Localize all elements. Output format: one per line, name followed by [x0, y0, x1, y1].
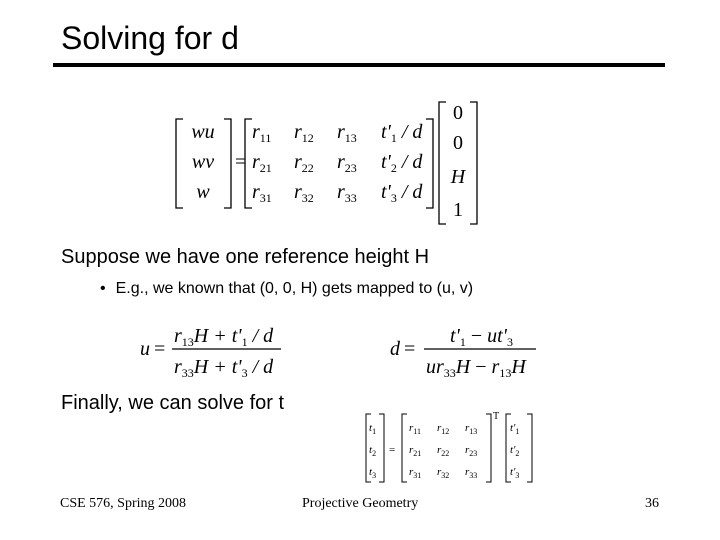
t-m-r31: $r_{31}$ — [409, 466, 422, 480]
m-r32: $r_{32}$ — [294, 181, 314, 205]
lhs-w: w — [196, 181, 210, 203]
d-lhs: d — [390, 338, 400, 360]
m-r33: $r_{33}$ — [337, 181, 357, 205]
t-m-r33: $r_{33}$ — [465, 466, 478, 480]
m-r22: $r_{22}$ — [294, 151, 314, 175]
m-t2d: $t'_2$ / d — [381, 151, 423, 175]
t3: $t_3$ — [369, 466, 377, 480]
footer-topic: Projective Geometry — [302, 496, 419, 511]
tp3: $t'_3$ — [510, 466, 520, 480]
tp1: $t'_1$ — [510, 422, 520, 436]
lhs-wv: wv — [191, 151, 215, 173]
equals-sign: = — [235, 151, 247, 173]
lhs-wu: wu — [191, 121, 215, 143]
tp2: $t'_2$ — [510, 444, 520, 458]
reference-height-statement: Suppose we have one reference height H — [61, 246, 430, 268]
t-equation — [362, 410, 540, 488]
m-r11: $r_{11}$ — [252, 121, 272, 145]
m-r12: $r_{12}$ — [294, 121, 314, 145]
projection-equation — [170, 98, 490, 230]
d-equals: = — [404, 338, 416, 360]
t-m-r21: $r_{21}$ — [409, 444, 422, 458]
d-equation — [386, 322, 546, 380]
title-underline — [53, 63, 665, 67]
m-r21: $r_{21}$ — [252, 151, 272, 175]
t-m-r32: $r_{32}$ — [437, 466, 450, 480]
m-t1d: $t'_1$ / d — [381, 121, 423, 145]
u-lhs: u — [140, 338, 150, 360]
bullet-item — [100, 280, 473, 298]
solve-for-t-statement: Finally, we can solve for t — [61, 392, 285, 414]
m-r31: $r_{31}$ — [252, 181, 272, 205]
transpose-mark: T — [493, 411, 500, 422]
bullet-icon: • — [100, 280, 106, 297]
vec-0b: 0 — [453, 132, 463, 154]
t-equals: = — [389, 444, 396, 456]
t-m-r11: $r_{11}$ — [409, 422, 421, 436]
t-m-r12: $r_{12}$ — [437, 422, 450, 436]
u-equals: = — [154, 338, 166, 360]
d-numerator: $t'_1 - ut'_3$ — [450, 325, 513, 349]
m-t3d: $t'_3$ / d — [381, 181, 423, 205]
t-m-r13: $r_{13}$ — [465, 422, 478, 436]
t2: $t_2$ — [369, 444, 377, 458]
t-m-r22: $r_{22}$ — [437, 444, 450, 458]
slide-title: Solving for d — [61, 20, 239, 56]
m-r23: $r_{23}$ — [337, 151, 357, 175]
u-denominator: $r_{33}H + t'_3 / d$ — [174, 356, 274, 380]
bullet-text: E.g., we known that (0, 0, H) gets mapped to (u, v) — [115, 280, 474, 297]
t1: $t_1$ — [369, 422, 377, 436]
t-m-r23: $r_{23}$ — [465, 444, 478, 458]
m-r13: $r_{13}$ — [337, 121, 357, 145]
u-equation — [136, 322, 286, 380]
page-number: 36 — [645, 496, 659, 511]
vec-0a: 0 — [453, 102, 463, 124]
footer-course: CSE 576, Spring 2008 — [60, 496, 187, 511]
u-numerator: $r_{13}H + t'_1 / d$ — [174, 325, 274, 349]
vec-H: H — [450, 166, 466, 188]
d-denominator: $ur_{33}H - r_{13}H$ — [426, 356, 526, 380]
vec-1: 1 — [453, 199, 463, 221]
